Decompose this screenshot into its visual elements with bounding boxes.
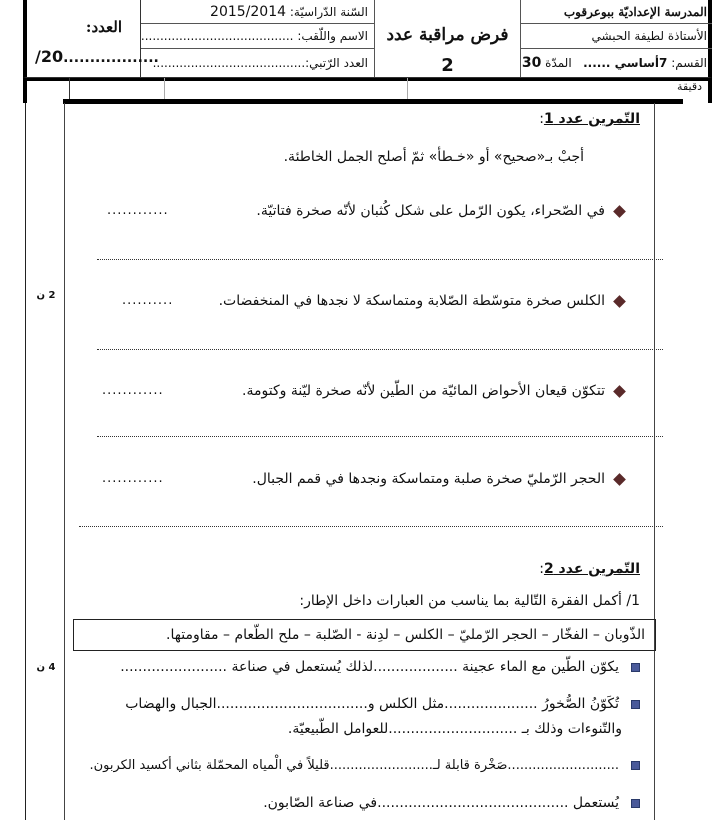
- duration-value: 30: [521, 55, 542, 71]
- exam-title-text: فرض مراقبة عدد: [386, 25, 509, 45]
- correction-line-4[interactable]: [79, 525, 663, 527]
- answer-field-1[interactable]: ............: [107, 203, 169, 218]
- exercise-2-heading: التّمرين عدد 2:: [539, 561, 640, 577]
- student-info: [141, 0, 375, 77]
- square-bullet-icon: [631, 700, 640, 709]
- score-field[interactable]: /20..................: [35, 47, 159, 66]
- square-bullet-icon: [631, 663, 640, 672]
- square-bullet-icon: [631, 799, 640, 808]
- exercise-1-instruction: أجبْ بـ«صحيح» أو «خـطأ» ثمّ أصلح الجمل الخاطئة.: [283, 149, 584, 165]
- points-column: [25, 103, 65, 820]
- points-exercise-1: 2 ن: [36, 290, 56, 301]
- diamond-bullet-icon: [613, 205, 626, 218]
- school-year-value: 2015/2014: [210, 4, 287, 20]
- school-year-row: السّنة الدّراسيّة: 2015/2014: [141, 0, 374, 24]
- diamond-bullet-icon: [613, 473, 626, 486]
- student-number-field[interactable]: ........................................: [152, 56, 306, 70]
- exercise-1-heading: التّمرين عدد 1:: [539, 111, 640, 127]
- statement-1: في الصّحراء، يكون الرّمل على شكل كُثبان لأنّه صخرة فتاتيّة.: [256, 203, 624, 219]
- diamond-bullet-icon: [613, 385, 626, 398]
- answer-field-3[interactable]: ............: [102, 383, 164, 398]
- fill-item-4[interactable]: يُستعمل ...........................................في صناعة الصّابون.: [263, 795, 640, 811]
- duration-unit: دقيقة: [677, 80, 702, 93]
- class-duration-row: القسم: 7أساسي ...... المدّة 30: [521, 55, 707, 71]
- score-box: [27, 0, 159, 77]
- student-number-row: العدد الرّتبي:........................................: [152, 56, 368, 70]
- school-name: المدرسة الإعداديّة ببوعرقوب: [521, 0, 712, 24]
- statement-4: الحجر الرّمليّ صخرة صلبة ومتماسكة ونجدها في قمم الجبال.: [252, 471, 624, 487]
- diamond-bullet-icon: [613, 295, 626, 308]
- score-label: العدد:: [85, 18, 122, 36]
- school-info: [521, 0, 712, 77]
- fill-item-2[interactable]: تُكَوّنُ الصُّخورُ .....................مثل الكلس و..................................الجبال والهضاب: [125, 696, 640, 712]
- student-name-field[interactable]: ........................................: [140, 29, 294, 43]
- exam-body: [65, 103, 655, 820]
- word-bank-box: الذّوبان – الفخّار – الحجر الرّمليّ – الكلس – لدِنة - الصّلبة – ملح الطّعام – مقاومتها.: [73, 619, 656, 651]
- correction-line-3[interactable]: [97, 435, 663, 437]
- fill-item-1[interactable]: يكوّن الطّين مع الماء عجينة ...................لذلك يُستعمل في صناعة ........................: [120, 659, 640, 675]
- teacher-name: الأستاذة لطيفة الحبشي: [521, 24, 712, 49]
- exercise-2-instruction: 1/ أكمل الفقرة التّالية بما يناسب من العبارات داخل الإطار:: [299, 593, 640, 609]
- statement-3: تتكوّن قيعان الأحواض المائيّة من الطّين لأنّه صخرة ليّنة وكتومة.: [242, 383, 624, 399]
- points-exercise-2: 4 ن: [36, 662, 56, 673]
- answer-field-2[interactable]: ..........: [122, 293, 174, 308]
- student-name-row: الاسم واللّقب: ........................................: [141, 24, 374, 49]
- class-value: 7أساسي ......: [583, 56, 668, 70]
- fill-item-3[interactable]: ...........................صَخْرة قابلة لـ.........................قليلاً في الْمياه المحمّلة بثاني أكسيد الكربون.: [89, 758, 640, 773]
- correction-line-2[interactable]: [97, 348, 663, 350]
- correction-line-1[interactable]: [97, 258, 663, 260]
- exam-number: 2: [441, 55, 454, 76]
- exam-title: [375, 0, 521, 77]
- statement-2: الكلس صخرة متوسّطة الصّلابة ومتماسكة لا نجدها في المنخفضات.: [219, 293, 624, 309]
- fill-item-2-cont[interactable]: والتّنوءات وذلك بـ .............................للعوامل الطّبيعيّة.: [287, 721, 622, 737]
- answer-field-4[interactable]: ............: [102, 471, 164, 486]
- exam-header: [23, 0, 712, 81]
- square-bullet-icon: [631, 761, 640, 770]
